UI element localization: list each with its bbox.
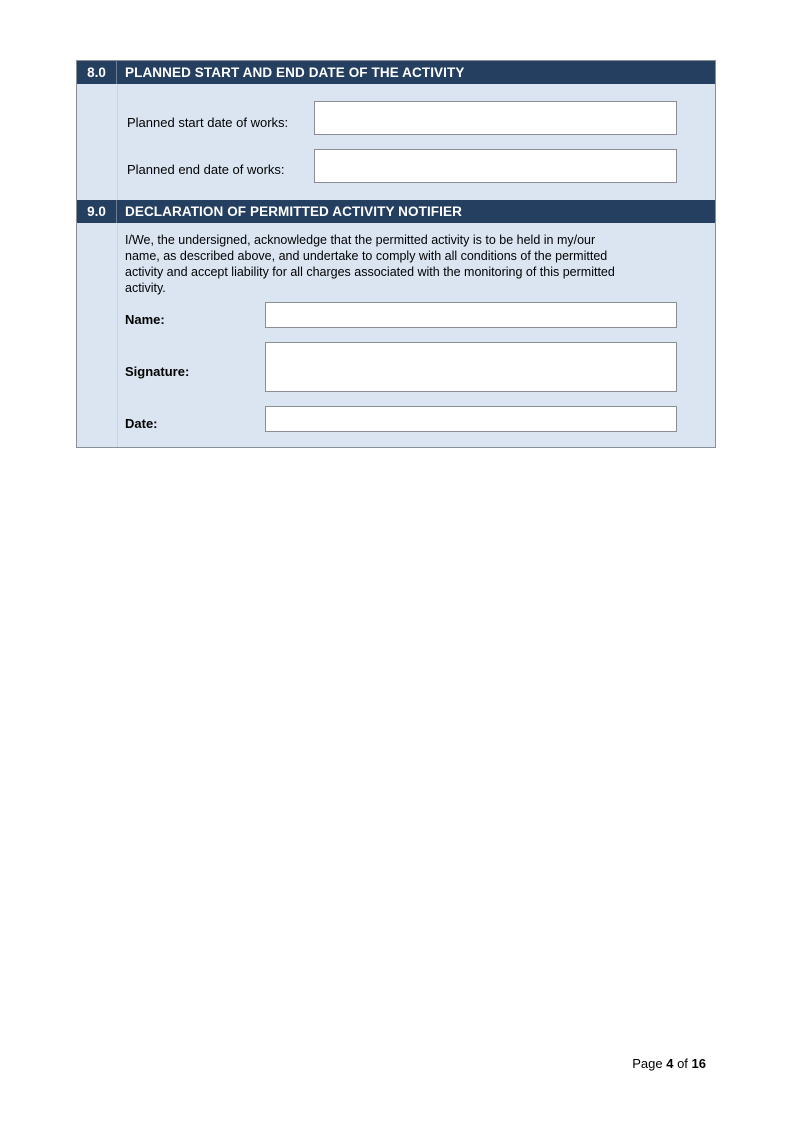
- declaration-line: activity and accept liability for all charges associated with the monitoring of this permitted: [125, 265, 615, 279]
- column-divider: [117, 223, 118, 447]
- page-separator: of: [677, 1056, 688, 1071]
- section-title: PLANNED START AND END DATE OF THE ACTIVITY: [125, 65, 465, 80]
- page-number: [632, 1056, 706, 1071]
- current-page: 4: [666, 1056, 674, 1071]
- date-input[interactable]: [265, 406, 677, 432]
- declaration-text: [125, 232, 685, 296]
- section-number: 9.0: [77, 200, 117, 223]
- planned-start-date-label: Planned start date of works:: [127, 115, 289, 130]
- section-title: DECLARATION OF PERMITTED ACTIVITY NOTIFIER: [125, 204, 462, 219]
- section-number: 8.0: [77, 61, 117, 84]
- name-label: Name:: [125, 312, 165, 327]
- section-8-header: [77, 61, 715, 84]
- signature-label: Signature:: [125, 364, 190, 379]
- page-prefix: Page: [632, 1056, 663, 1071]
- name-input[interactable]: [265, 302, 677, 328]
- section-9-header: [77, 200, 715, 223]
- column-divider: [117, 84, 118, 200]
- permit-form-table: [76, 60, 716, 448]
- planned-end-date-input[interactable]: [314, 149, 677, 183]
- declaration-line: I/We, the undersigned, acknowledge that the permitted activity is to be held in my/our: [125, 233, 596, 247]
- signature-input[interactable]: [265, 342, 677, 392]
- declaration-line: activity.: [125, 281, 166, 295]
- total-pages: 16: [691, 1056, 706, 1071]
- planned-end-date-label: Planned end date of works:: [127, 162, 285, 177]
- date-label: Date:: [125, 416, 158, 431]
- planned-start-date-input[interactable]: [314, 101, 677, 135]
- declaration-line: name, as described above, and undertake to comply with all conditions of the permitted: [125, 249, 608, 263]
